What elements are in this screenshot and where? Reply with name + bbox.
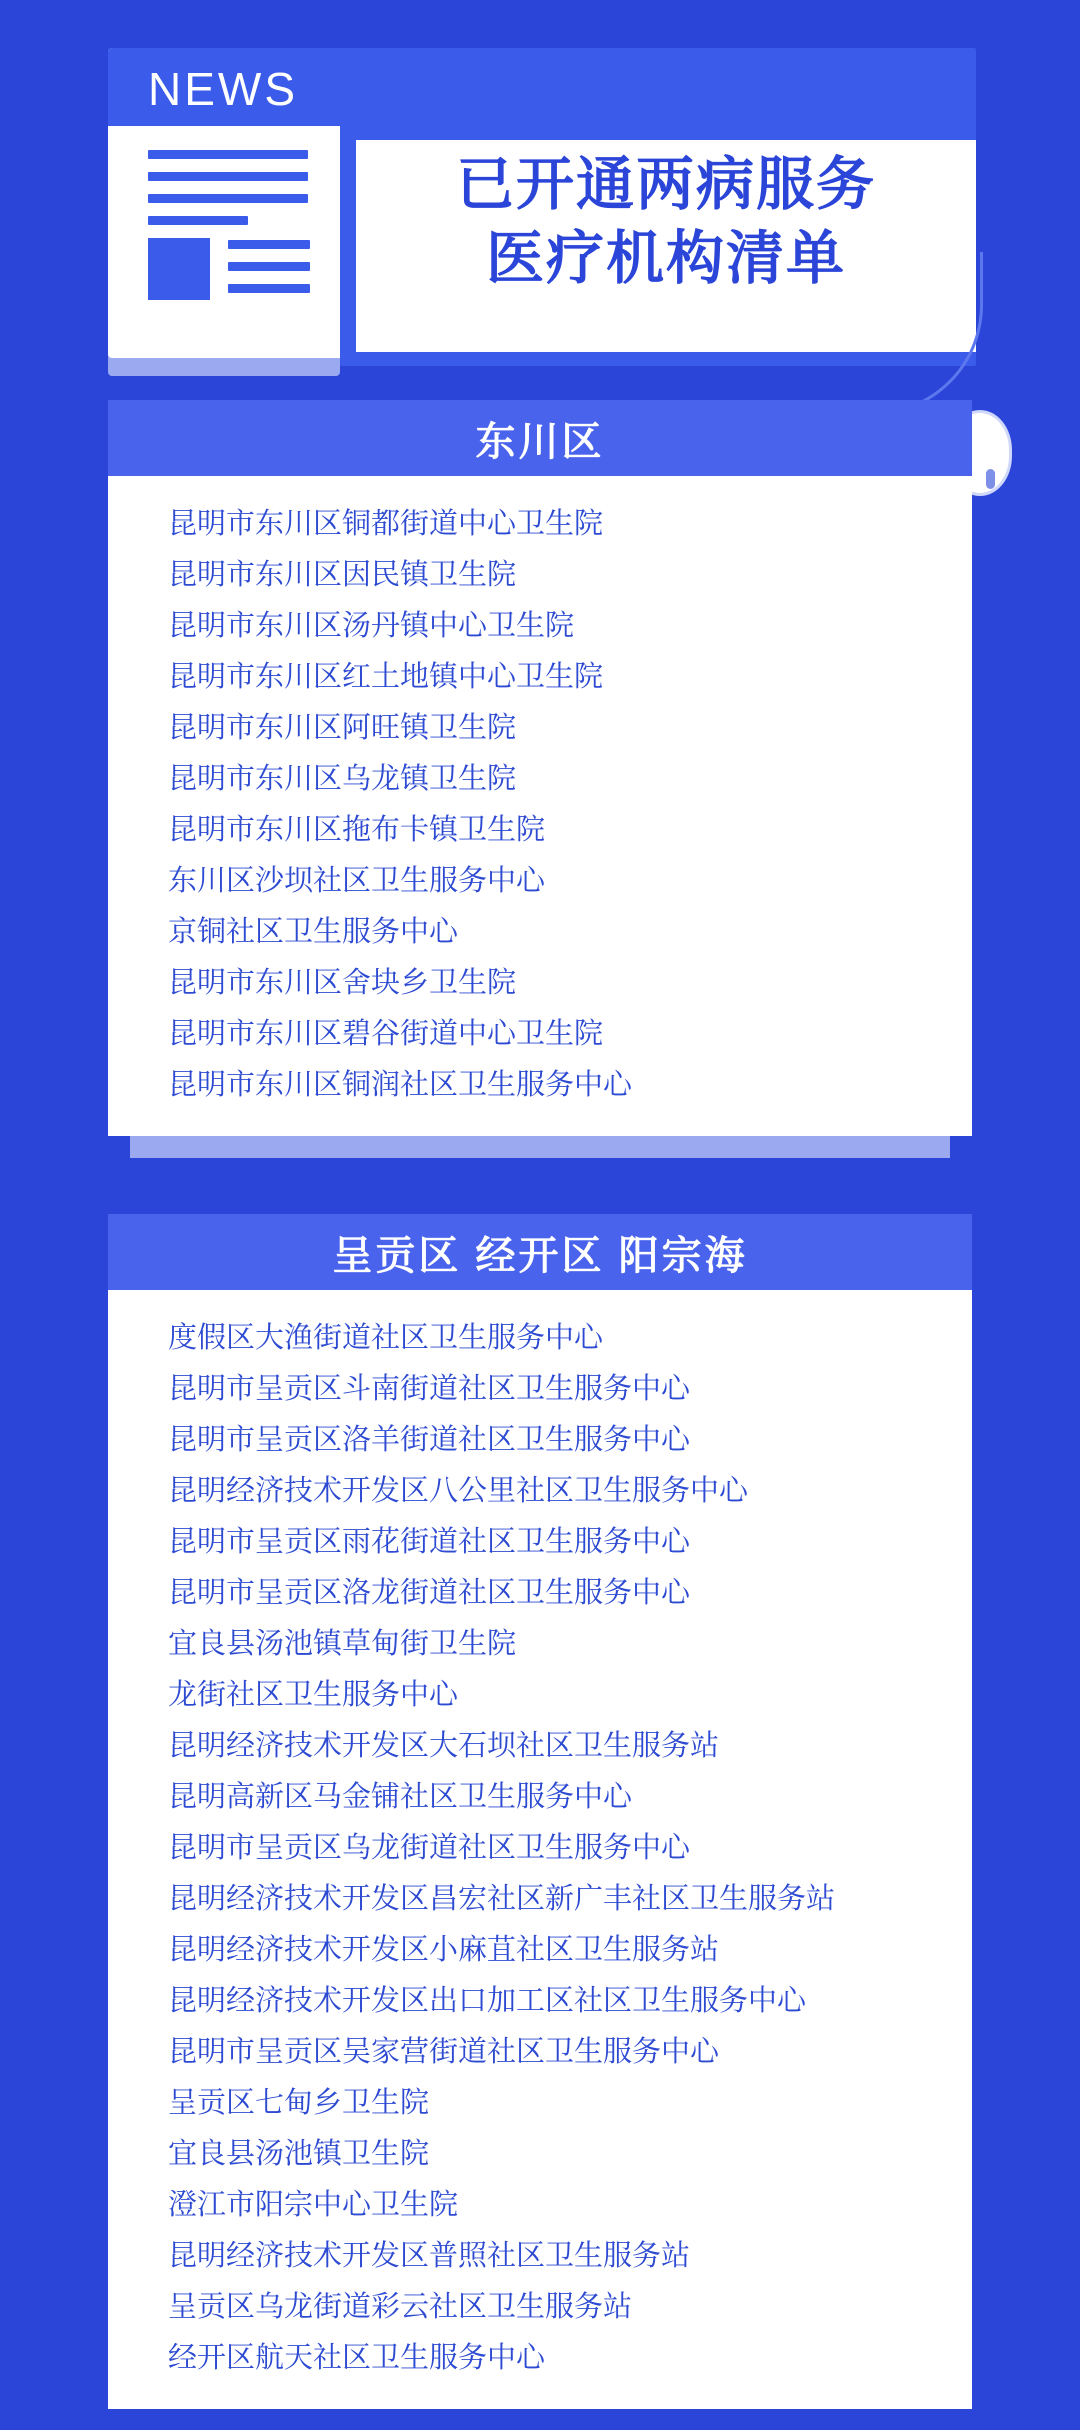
section-header [108, 400, 972, 476]
list-item: 昆明经济技术开发区出口加工区社区卫生服务中心 [168, 1985, 807, 2017]
list-item: 昆明经济技术开发区小麻苴社区卫生服务站 [168, 1934, 720, 1966]
section-body [108, 476, 972, 1136]
list-item: 昆明市呈贡区吴家营街道社区卫生服务中心 [168, 2036, 720, 2068]
news-lines-group-secondary [228, 240, 310, 306]
section-body [108, 1290, 972, 2409]
news-badge-label: NEWS [148, 63, 298, 115]
section-title: 呈贡区 经开区 阳宗海 [332, 1233, 748, 1278]
list-item: 昆明市呈贡区雨花街道社区卫生服务中心 [168, 1526, 691, 1558]
list-item: 昆明市东川区舍块乡卫生院 [168, 967, 517, 999]
list-item: 宜良县汤池镇卫生院 [168, 2138, 430, 2170]
list-item: 昆明市东川区拖布卡镇卫生院 [168, 814, 546, 846]
news-line [148, 150, 308, 159]
section-chenggong [108, 1214, 972, 2409]
news-line [148, 194, 308, 203]
list-item: 呈贡区乌龙街道彩云社区卫生服务站 [168, 2291, 633, 2323]
page-header [0, 0, 1080, 400]
list-item: 昆明市呈贡区洛羊街道社区卫生服务中心 [168, 1424, 691, 1456]
list-item: 昆明经济技术开发区大石坝社区卫生服务站 [168, 1730, 720, 1762]
news-lines-group [148, 150, 308, 238]
list-item: 昆明市呈贡区洛龙街道社区卫生服务中心 [168, 1577, 691, 1609]
list-item: 呈贡区七甸乡卫生院 [168, 2087, 430, 2119]
section-header [108, 1214, 972, 1290]
section-gap [0, 1158, 1080, 1214]
list-item: 澄江市阳宗中心卫生院 [168, 2189, 459, 2221]
section-shadow [130, 1136, 950, 1158]
list-item: 昆明市东川区铜都街道中心卫生院 [168, 508, 604, 540]
list-item: 昆明市东川区铜润社区卫生服务中心 [168, 1069, 633, 1101]
list-item: 昆明市呈贡区斗南街道社区卫生服务中心 [168, 1373, 691, 1405]
news-line [148, 172, 308, 181]
list-item: 龙街社区卫生服务中心 [168, 1679, 459, 1711]
list-item: 宜良县汤池镇草甸街卫生院 [168, 1628, 517, 1660]
list-item: 昆明高新区马金铺社区卫生服务中心 [168, 1781, 633, 1813]
list-item: 昆明市东川区碧谷街道中心卫生院 [168, 1018, 604, 1050]
section-dongchuan [108, 400, 972, 1158]
list-item: 度假区大渔街道社区卫生服务中心 [168, 1322, 604, 1354]
news-thumbnail-block [148, 238, 210, 300]
news-line [148, 216, 248, 225]
list-item: 东川区沙坝社区卫生服务中心 [168, 865, 546, 897]
list-item: 昆明市东川区因民镇卫生院 [168, 559, 517, 591]
news-line [228, 262, 310, 271]
list-item: 京铜社区卫生服务中心 [168, 916, 459, 948]
page-title-line-2: 医疗机构清单 [485, 226, 846, 292]
list-item: 昆明经济技术开发区八公里社区卫生服务中心 [168, 1475, 749, 1507]
list-item: 昆明市东川区阿旺镇卫生院 [168, 712, 517, 744]
list-item: 昆明经济技术开发区昌宏社区新广丰社区卫生服务站 [168, 1883, 836, 1915]
list-item: 经开区航天社区卫生服务中心 [168, 2342, 546, 2374]
page-title-line-1: 已开通两病服务 [455, 152, 876, 217]
list-item: 昆明市东川区汤丹镇中心卫生院 [168, 610, 575, 642]
list-item: 昆明市东川区红土地镇中心卫生院 [168, 661, 604, 693]
list-item: 昆明市呈贡区乌龙街道社区卫生服务中心 [168, 1832, 691, 1864]
list-item: 昆明经济技术开发区普照社区卫生服务站 [168, 2240, 691, 2272]
news-line [228, 240, 310, 249]
section-title: 东川区 [475, 419, 605, 464]
mouse-wheel-icon [986, 469, 995, 489]
news-line [228, 284, 310, 293]
list-item: 昆明市东川区乌龙镇卫生院 [168, 763, 517, 795]
mouse-cord-icon [854, 252, 983, 415]
